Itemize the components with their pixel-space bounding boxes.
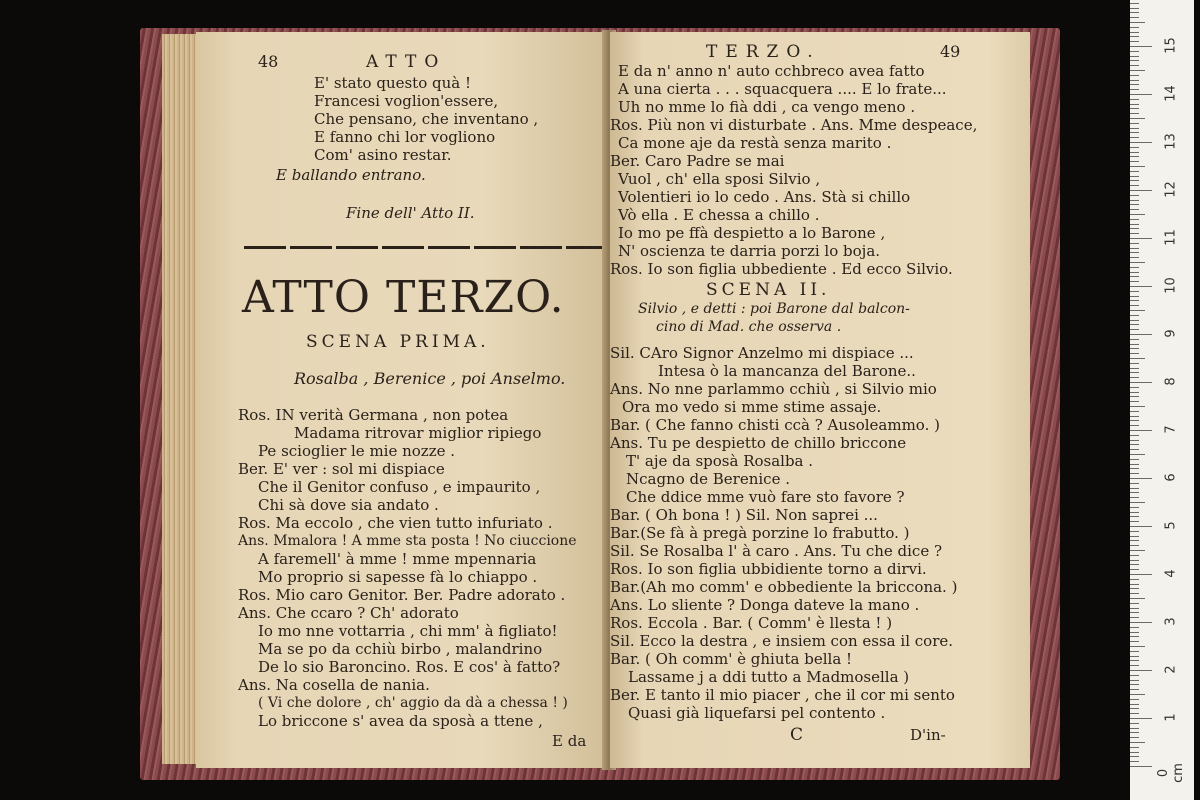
ruler-tick [1130,27,1139,28]
ruler-tick [1130,56,1139,57]
text-line: Francesi voglion'essere, [314,92,499,110]
ruler-tick [1130,680,1139,681]
ruler-tick [1130,185,1139,186]
ruler-label: 9 [1163,329,1179,338]
ruler-tick [1130,46,1152,47]
ruler-tick [1130,440,1139,441]
running-head: ATTO [366,52,447,72]
act-title: ATTO TERZO. [242,272,565,323]
ruler-tick [1130,579,1139,580]
ruler-tick [1130,588,1139,589]
dialogue-line: Ros. Eccola . Bar. ( Comm' è llesta ! ) [610,614,893,632]
dialogue-line: Ans. Lo sliente ? Donga dateve la mano . [610,596,920,614]
ruler-tick [1130,420,1139,421]
scene-title: SCENA II. [706,280,831,300]
ruler-tick [1130,363,1139,364]
dialogue-line: Sil. Ecco la destra , e insiem con essa il core. [610,632,954,650]
characters-list: Rosalba , Berenice , poi Anselmo. [294,369,566,388]
ruler-tick [1130,377,1139,378]
ruler-tick [1130,329,1139,330]
right-page [610,32,1030,768]
ruler-tick [1130,411,1139,412]
ruler-tick [1130,344,1139,345]
dialogue-line: Bar. ( Che fanno chisti ccà ? Ausoleammo. ) [610,416,940,434]
ruler-tick [1130,718,1152,719]
text-line: Com' asino restar. [314,146,452,164]
dialogue-line: Ans. Tu pe despietto de chillo briccone [610,434,907,452]
ruler-tick [1130,747,1139,748]
ruler-tick [1130,392,1139,393]
ruler-tick [1130,636,1139,637]
ruler-tick [1130,516,1139,517]
ruler-tick [1130,564,1139,565]
ruler-tick [1130,473,1139,474]
ruler-tick [1130,180,1139,181]
ruler-label: 6 [1163,473,1179,482]
ruler-tick [1130,17,1139,18]
ruler-tick [1130,128,1139,129]
ruler-tick [1130,243,1139,244]
ruler-tick [1130,315,1139,316]
ruler-tick [1130,540,1139,541]
ruler-tick [1130,526,1152,527]
dialogue-line: Che il Genitor confuso , e impaurito , [258,478,541,496]
ruler-tick [1130,622,1152,623]
ruler-tick [1130,219,1139,220]
ruler-tick [1130,483,1139,484]
ruler-tick [1130,689,1139,690]
ruler-tick [1130,147,1139,148]
dialogue-line: Bar. ( Oh bona ! ) Sil. Non saprei ... [610,506,878,524]
ruler-tick [1130,569,1139,570]
dialogue-line: Ber. E tanto il mio piacer , che il cor mi sento [610,686,955,704]
dialogue-line: Mo proprio si sapesse fà lo chiappo . [258,568,538,586]
scene-description: cino di Mad. che osserva . [656,319,842,335]
dialogue-line: De lo sio Baroncino. Ros. E cos' à fatto? [258,658,561,676]
ruler-tick [1130,281,1139,282]
ruler-tick [1130,334,1152,335]
text-line: Che pensano, che inventano , [314,110,539,128]
ruler-label: 8 [1163,377,1179,386]
ruler-tick [1130,752,1139,753]
ruler-tick [1130,132,1139,133]
ruler-tick [1130,454,1145,455]
ruler-tick [1130,430,1152,431]
ruler-tick [1130,521,1139,522]
dialogue-line: ( Vi che dolore , ch' aggio da dà a chessa ! ) [258,695,568,711]
ruler-tick [1130,305,1139,306]
ruler-tick [1130,728,1139,729]
scene-description: Silvio , e detti : poi Barone dal balcon- [638,301,910,317]
ruler-label: 11 [1163,229,1179,246]
ruler-tick [1130,161,1139,162]
text-line: A una cierta . . . squacquera .... E lo frate... [618,80,947,98]
ruler-tick [1130,152,1139,153]
ruler-tick [1130,665,1139,666]
ruler-tick [1130,488,1139,489]
ruler-tick [1130,36,1139,37]
ruler-tick [1130,41,1139,42]
catchword: E da [552,732,587,750]
ruler-label: 13 [1163,133,1179,150]
dialogue-line: Ros. IN verità Germana , non potea [238,406,509,424]
ruler-tick [1130,406,1145,407]
ruler-tick [1130,704,1139,705]
ruler-tick [1130,200,1139,201]
dialogue-line: Lo briccone s' avea da sposà a ttene , [258,712,543,730]
ruler-tick [1130,51,1139,52]
dialogue-line: Bar.(Se fà à pregà porzine lo frabutto. ) [610,524,910,542]
dialogue-line: Intesa ò la mancanza del Barone.. [658,362,916,380]
ruler-tick [1130,660,1139,661]
dialogue-line: Ros. Io son figlia ubbidiente torno a dirvi. [610,560,927,578]
ruler-tick [1130,550,1145,551]
text-line: N' oscienza te darria porzi lo boja. [618,242,881,260]
text-line: Ber. Caro Padre se mai [610,152,785,170]
dialogue-line: Ans. Mmalora ! A mme sta posta ! No ciuccione [238,533,577,549]
ruler-tick [1130,656,1139,657]
ruler-tick [1130,65,1139,66]
ruler-label: 4 [1163,569,1179,578]
ruler-tick [1130,497,1139,498]
ruler-tick [1130,435,1139,436]
dialogue-line: Bar.(Ah mo comm' e obbediente la briccona. ) [610,578,958,596]
ruler-tick [1130,507,1139,508]
ruler-tick [1130,324,1139,325]
ruler-tick [1130,248,1139,249]
ruler-tick [1130,99,1139,100]
ruler-tick [1130,108,1139,109]
ruler-tick [1130,22,1145,23]
dialogue-line: Madama ritrovar miglior ripiego [294,424,542,442]
ruler-tick [1130,142,1152,143]
ruler-tick [1130,195,1139,196]
ruler-tick [1130,339,1139,340]
ruler-tick [1130,574,1152,575]
dialogue-line: T' aje da sposà Rosalba . [626,452,814,470]
ruler-tick [1130,348,1139,349]
dialogue-line: Ros. Mio caro Genitor. Ber. Padre adorato . [238,586,566,604]
ruler-tick [1130,593,1139,594]
ruler-tick [1130,468,1139,469]
left-page [196,32,608,768]
ruler-tick [1130,224,1139,225]
ruler-tick [1130,118,1145,119]
dialogue-line: Ber. E' ver : sol mi dispiace [238,460,445,478]
ruler-tick [1130,89,1139,90]
ruler-tick [1130,723,1139,724]
measuring-ruler [1130,0,1194,800]
dialogue-line: Che ddice mme vuò fare sto favore ? [626,488,905,506]
ruler-tick [1130,3,1139,4]
ruler-tick [1130,632,1139,633]
dialogue-line: Ans. Na cosella de nania. [238,676,430,694]
ruler-tick [1130,512,1139,513]
ruler-tick [1130,291,1139,292]
ruler-tick [1130,190,1152,191]
ruler-tick [1130,214,1145,215]
dialogue-line: Sil. Se Rosalba l' à caro . Ans. Tu che dice ? [610,542,943,560]
ruler-tick [1130,675,1139,676]
scene-title: SCENA PRIMA. [306,332,490,352]
signature-mark: C [790,725,804,745]
ruler-tick [1130,358,1145,359]
ruler-label: 12 [1163,181,1179,198]
text-line: Volentieri io lo cedo . Ans. Stà si chillo [618,188,911,206]
ruler-tick [1130,156,1139,157]
ruler-tick [1130,60,1139,61]
ruler-tick [1130,699,1139,700]
ruler-tick [1130,560,1139,561]
ruler-tick [1130,272,1139,273]
text-line: Ca mone aje da restà senza marito . [618,134,892,152]
ruler-tick [1130,502,1145,503]
ruler-tick [1130,425,1139,426]
ruler-tick [1130,123,1139,124]
ruler-tick [1130,478,1152,479]
ruler-tick [1130,276,1139,277]
page-number: 49 [940,42,961,61]
dialogue-line: Io mo nne vottarria , chi mm' à figliato! [258,622,558,640]
ruler-tick [1130,396,1139,397]
ruler-label: 3 [1163,617,1179,626]
ruler-label: 5 [1163,521,1179,530]
ruler-tick [1130,608,1139,609]
ruler-tick [1130,84,1139,85]
ruler-label: 14 [1163,85,1179,102]
ruler-tick [1130,204,1139,205]
text-line: Vò ella . E chessa a chillo . [618,206,820,224]
ruler-tick [1130,766,1152,767]
dialogue-line: Bar. ( Oh comm' è ghiuta bella ! [610,650,853,668]
ruler-tick [1130,267,1139,268]
ruler-tick [1130,531,1139,532]
ruler-tick [1130,296,1139,297]
dialogue-line: A faremell' à mme ! mme mpennaria [258,550,537,568]
ruler-tick [1130,320,1139,321]
ruler-tick [1130,584,1139,585]
ruler-tick [1130,761,1139,762]
ruler-tick [1130,756,1139,757]
ruler-tick [1130,603,1139,604]
ruler-tick [1130,742,1145,743]
ruler-tick [1130,651,1139,652]
ruler-tick [1130,70,1145,71]
ruler-label: 15 [1163,37,1179,54]
dialogue-line: Ncagno de Berenice . [626,470,790,488]
text-line: Uh no mme lo fià ddi , ca vengo meno . [618,98,916,116]
ruler-tick [1130,732,1139,733]
ruler-tick [1130,238,1152,239]
ruler-tick [1130,545,1139,546]
book-spread [162,30,1038,770]
dialogue-line: Sil. CAro Signor Anzelmo mi dispiace ... [610,344,914,362]
ruler-tick [1130,171,1139,172]
text-line: Ros. Più non vi disturbate . Ans. Mme despeace, [610,116,978,134]
text-line: Ros. Io son figlia ubbediente . Ed ecco Silvio. [610,260,953,278]
ruler-tick [1130,137,1139,138]
ruler-tick [1130,262,1145,263]
ruler-tick [1130,387,1139,388]
ruler-tick [1130,80,1139,81]
dialogue-line: Ora mo vedo si mme stime assaje. [622,398,882,416]
ruler-tick [1130,257,1139,258]
ruler-tick [1130,617,1139,618]
ruler-tick [1130,449,1139,450]
text-line: Io mo pe ffà despietto a lo Barone , [618,224,886,242]
dialogue-line: Lassame j a ddi tutto a Madmosella ) [628,668,910,686]
ruler-tick [1130,416,1139,417]
ruler-tick [1130,555,1139,556]
section-divider [244,246,604,249]
ruler-label: 10 [1163,277,1179,294]
text-line: E fanno chi lor vogliono [314,128,496,146]
ruler-tick [1130,286,1152,287]
ruler-tick [1130,444,1139,445]
ruler-tick [1130,12,1139,13]
ruler-tick [1130,368,1139,369]
ruler-tick [1130,209,1139,210]
ruler-tick [1130,713,1139,714]
ruler-tick [1130,113,1139,114]
ruler-tick [1130,641,1139,642]
ruler-tick [1130,612,1139,613]
ruler-tick [1130,104,1139,105]
ruler-tick [1130,646,1145,647]
running-head: TERZO. [706,42,821,62]
ruler-tick [1130,694,1145,695]
ruler-tick [1130,300,1139,301]
end-of-act: Fine dell' Atto II. [346,204,475,222]
ruler-label: 1 [1163,713,1179,722]
dialogue-line: Ans. No nne parlammo cchiù , si Silvio mio [610,380,937,398]
ruler-tick [1130,598,1145,599]
ruler-tick [1130,536,1139,537]
ruler-label: 0 cm [1156,763,1186,783]
ruler-tick [1130,684,1139,685]
ruler-tick [1130,737,1139,738]
ruler-tick [1130,492,1139,493]
ruler-tick [1130,353,1139,354]
ruler-tick [1130,708,1139,709]
ruler-tick [1130,233,1139,234]
ruler-tick [1130,252,1139,253]
text-line: E' stato questo quà ! [314,74,472,92]
ruler-tick [1130,228,1139,229]
ruler-label: 2 [1163,665,1179,674]
ruler-tick [1130,32,1139,33]
ruler-tick [1130,75,1139,76]
dialogue-line: Chi sà dove sia andato . [258,496,439,514]
dialogue-line: Quasi già liquefarsi pel contento . [628,704,886,722]
ruler-tick [1130,166,1145,167]
ruler-tick [1130,176,1139,177]
ruler-tick [1130,382,1152,383]
dialogue-line: Ros. Ma eccolo , che vien tutto infuriato . [238,514,553,532]
text-line: E da n' anno n' auto cchbreco avea fatto [618,62,925,80]
ruler-tick [1130,670,1152,671]
ruler-tick [1130,627,1139,628]
dialogue-line: Pe scioglier le mie nozze . [258,442,456,460]
stage-direction: E ballando entrano. [276,166,426,184]
page-number: 48 [258,52,279,71]
dialogue-line: Ma se po da cchiù birbo , malandrino [258,640,543,658]
ruler-tick [1130,464,1139,465]
catchword: D'in- [910,726,946,744]
ruler-tick [1130,401,1139,402]
ruler-tick [1130,94,1152,95]
ruler-tick [1130,372,1139,373]
ruler-tick [1130,8,1139,9]
text-line: Vuol , ch' ella sposi Silvio , [618,170,821,188]
dialogue-line: Ans. Che ccaro ? Ch' adorato [238,604,459,622]
ruler-tick [1130,459,1139,460]
ruler-tick [1130,310,1145,311]
ruler-label: 7 [1163,425,1179,434]
